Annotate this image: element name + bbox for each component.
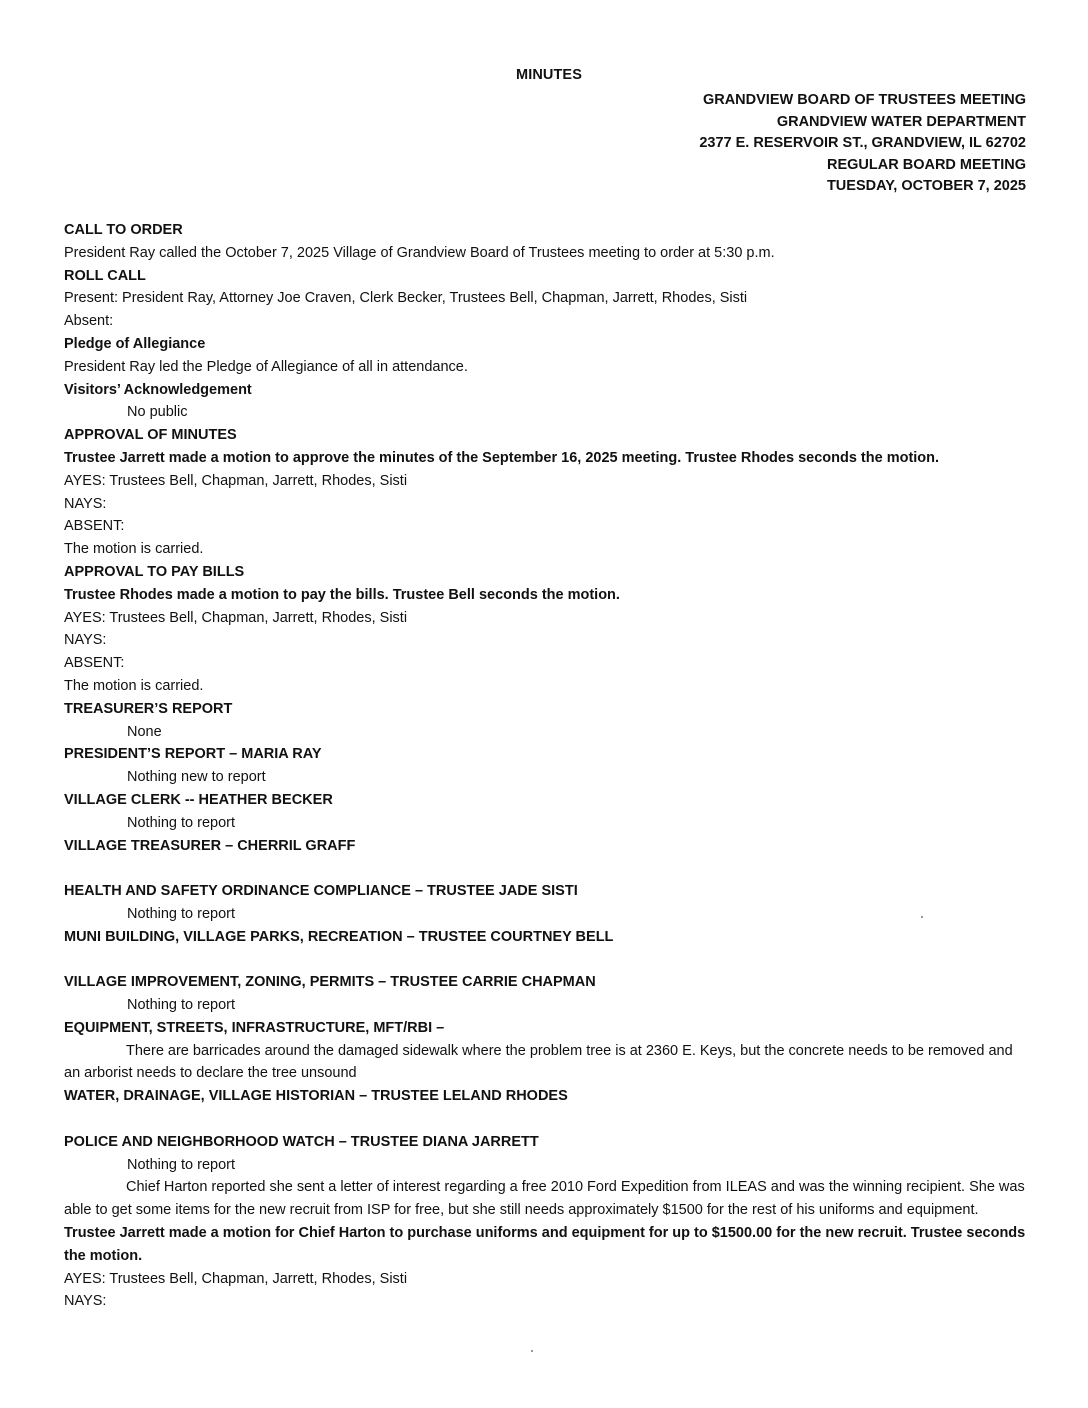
section-heading-equipment: EQUIPMENT, STREETS, INFRASTRUCTURE, MFT/RBI – [64, 1019, 445, 1036]
treasurer-report-text: None [127, 723, 162, 740]
approval-minutes-motion: Trustee Jarrett made a motion to approve the minutes of the September 16, 2025 meeting. Trustee Rhodes seconds the motion. [64, 449, 940, 466]
pledge-text: President Ray led the Pledge of Allegiance of all in attendance. [64, 358, 468, 375]
document-title: MINUTES [516, 67, 582, 83]
department-name: GRANDVIEW WATER DEPARTMENT [776, 113, 1026, 130]
meeting-header [699, 90, 1026, 198]
section-heading-approval-bills: APPROVAL TO PAY BILLS [64, 563, 245, 580]
minutes-body [64, 219, 1029, 1313]
section-heading-village-treasurer: VILLAGE TREASURER – CHERRIL GRAFF [64, 837, 356, 854]
police-text: Nothing to report [127, 1156, 236, 1173]
approval-minutes-absent: ABSENT: [64, 518, 125, 535]
meeting-type: REGULAR BOARD MEETING [827, 156, 1026, 173]
section-heading-village-improvement: VILLAGE IMPROVEMENT, ZONING, PERMITS – TRUSTEE CARRIE CHAPMAN [64, 974, 596, 991]
approval-bills-motion: Trustee Rhodes made a motion to pay the bills. Trustee Bell seconds the motion. [64, 586, 620, 603]
police-nays: NAYS: [64, 1293, 107, 1310]
roll-call-present: Present: President Ray, Attorney Joe Craven, Clerk Becker, Trustees Bell, Chapman, Jarrett, Rhodes, Sisti [64, 290, 748, 307]
scan-speck [531, 1350, 533, 1352]
approval-bills-nays: NAYS: [64, 632, 107, 649]
scan-speck [921, 916, 923, 918]
section-heading-village-clerk: VILLAGE CLERK -- HEATHER BECKER [64, 791, 333, 808]
call-to-order-text: President Ray called the October 7, 2025 Village of Grandview Board of Trustees meeting to order at 5:30 p.m. [64, 244, 775, 261]
section-heading-roll-call: ROLL CALL [64, 267, 146, 284]
section-heading-pledge: Pledge of Allegiance [64, 335, 206, 352]
section-heading-muni-building: MUNI BUILDING, VILLAGE PARKS, RECREATION – TRUSTEE COURTNEY BELL [64, 928, 614, 945]
section-heading-treasurer-report: TREASURER’S REPORT [64, 700, 233, 717]
police-ayes: AYES: Trustees Bell, Chapman, Jarrett, Rhodes, Sisti [64, 1270, 408, 1287]
visitors-text: No public [127, 404, 188, 421]
section-heading-president-report: PRESIDENT’S REPORT – MARIA RAY [64, 746, 322, 763]
approval-minutes-nays: NAYS: [64, 495, 107, 512]
approval-minutes-result: The motion is carried. [64, 541, 204, 558]
board-name: GRANDVIEW BOARD OF TRUSTEES MEETING [702, 92, 1026, 108]
health-safety-text: Nothing to report [127, 905, 236, 922]
village-improvement-text: Nothing to report [127, 997, 236, 1014]
section-heading-health-safety: HEALTH AND SAFETY ORDINANCE COMPLIANCE – TRUSTEE JADE SISTI [64, 883, 578, 900]
police-report: Chief Harton reported she sent a letter of interest regarding a free 2010 Ford Expedition from ILEAS and was the winning recipient. She was able to get some items for the new recruit from ISP for free, but she still needs approximately $1500 for the rest of his uniforms and equipment. [64, 1179, 1025, 1219]
section-heading-visitors: Visitors’ Acknowledgement [64, 381, 252, 398]
approval-minutes-ayes: AYES: Trustees Bell, Chapman, Jarrett, Rhodes, Sisti [64, 472, 408, 489]
approval-bills-ayes: AYES: Trustees Bell, Chapman, Jarrett, Rhodes, Sisti [64, 609, 408, 626]
meeting-date: TUESDAY, OCTOBER 7, 2025 [826, 178, 1026, 194]
equipment-text: There are barricades around the damaged sidewalk where the problem tree is at 2360 E. Keys, but the concrete needs to be removed and an arborist needs to declare the tree unsound [64, 1042, 1013, 1082]
approval-bills-absent: ABSENT: [64, 655, 125, 672]
section-heading-water: WATER, DRAINAGE, VILLAGE HISTORIAN – TRUSTEE LELAND RHODES [64, 1088, 568, 1105]
spacer [64, 1108, 1029, 1131]
section-heading-call-to-order: CALL TO ORDER [64, 222, 183, 238]
section-heading-police: POLICE AND NEIGHBORHOOD WATCH – TRUSTEE DIANA JARRETT [64, 1133, 539, 1150]
approval-bills-result: The motion is carried. [64, 677, 204, 694]
meeting-address: 2377 E. RESERVOIR ST., GRANDVIEW, IL 62702 [699, 135, 1026, 151]
spacer [64, 857, 1029, 880]
village-clerk-text: Nothing to report [127, 814, 236, 831]
section-heading-approval-minutes: APPROVAL OF MINUTES [64, 427, 237, 444]
police-motion: Trustee Jarrett made a motion for Chief Harton to purchase uniforms and equipment for up to $1500.00 for the new recruit. Trustee seconds the motion. [64, 1225, 1026, 1264]
spacer [64, 949, 1029, 972]
roll-call-absent: Absent: [64, 313, 114, 330]
president-report-text: Nothing new to report [127, 769, 266, 786]
